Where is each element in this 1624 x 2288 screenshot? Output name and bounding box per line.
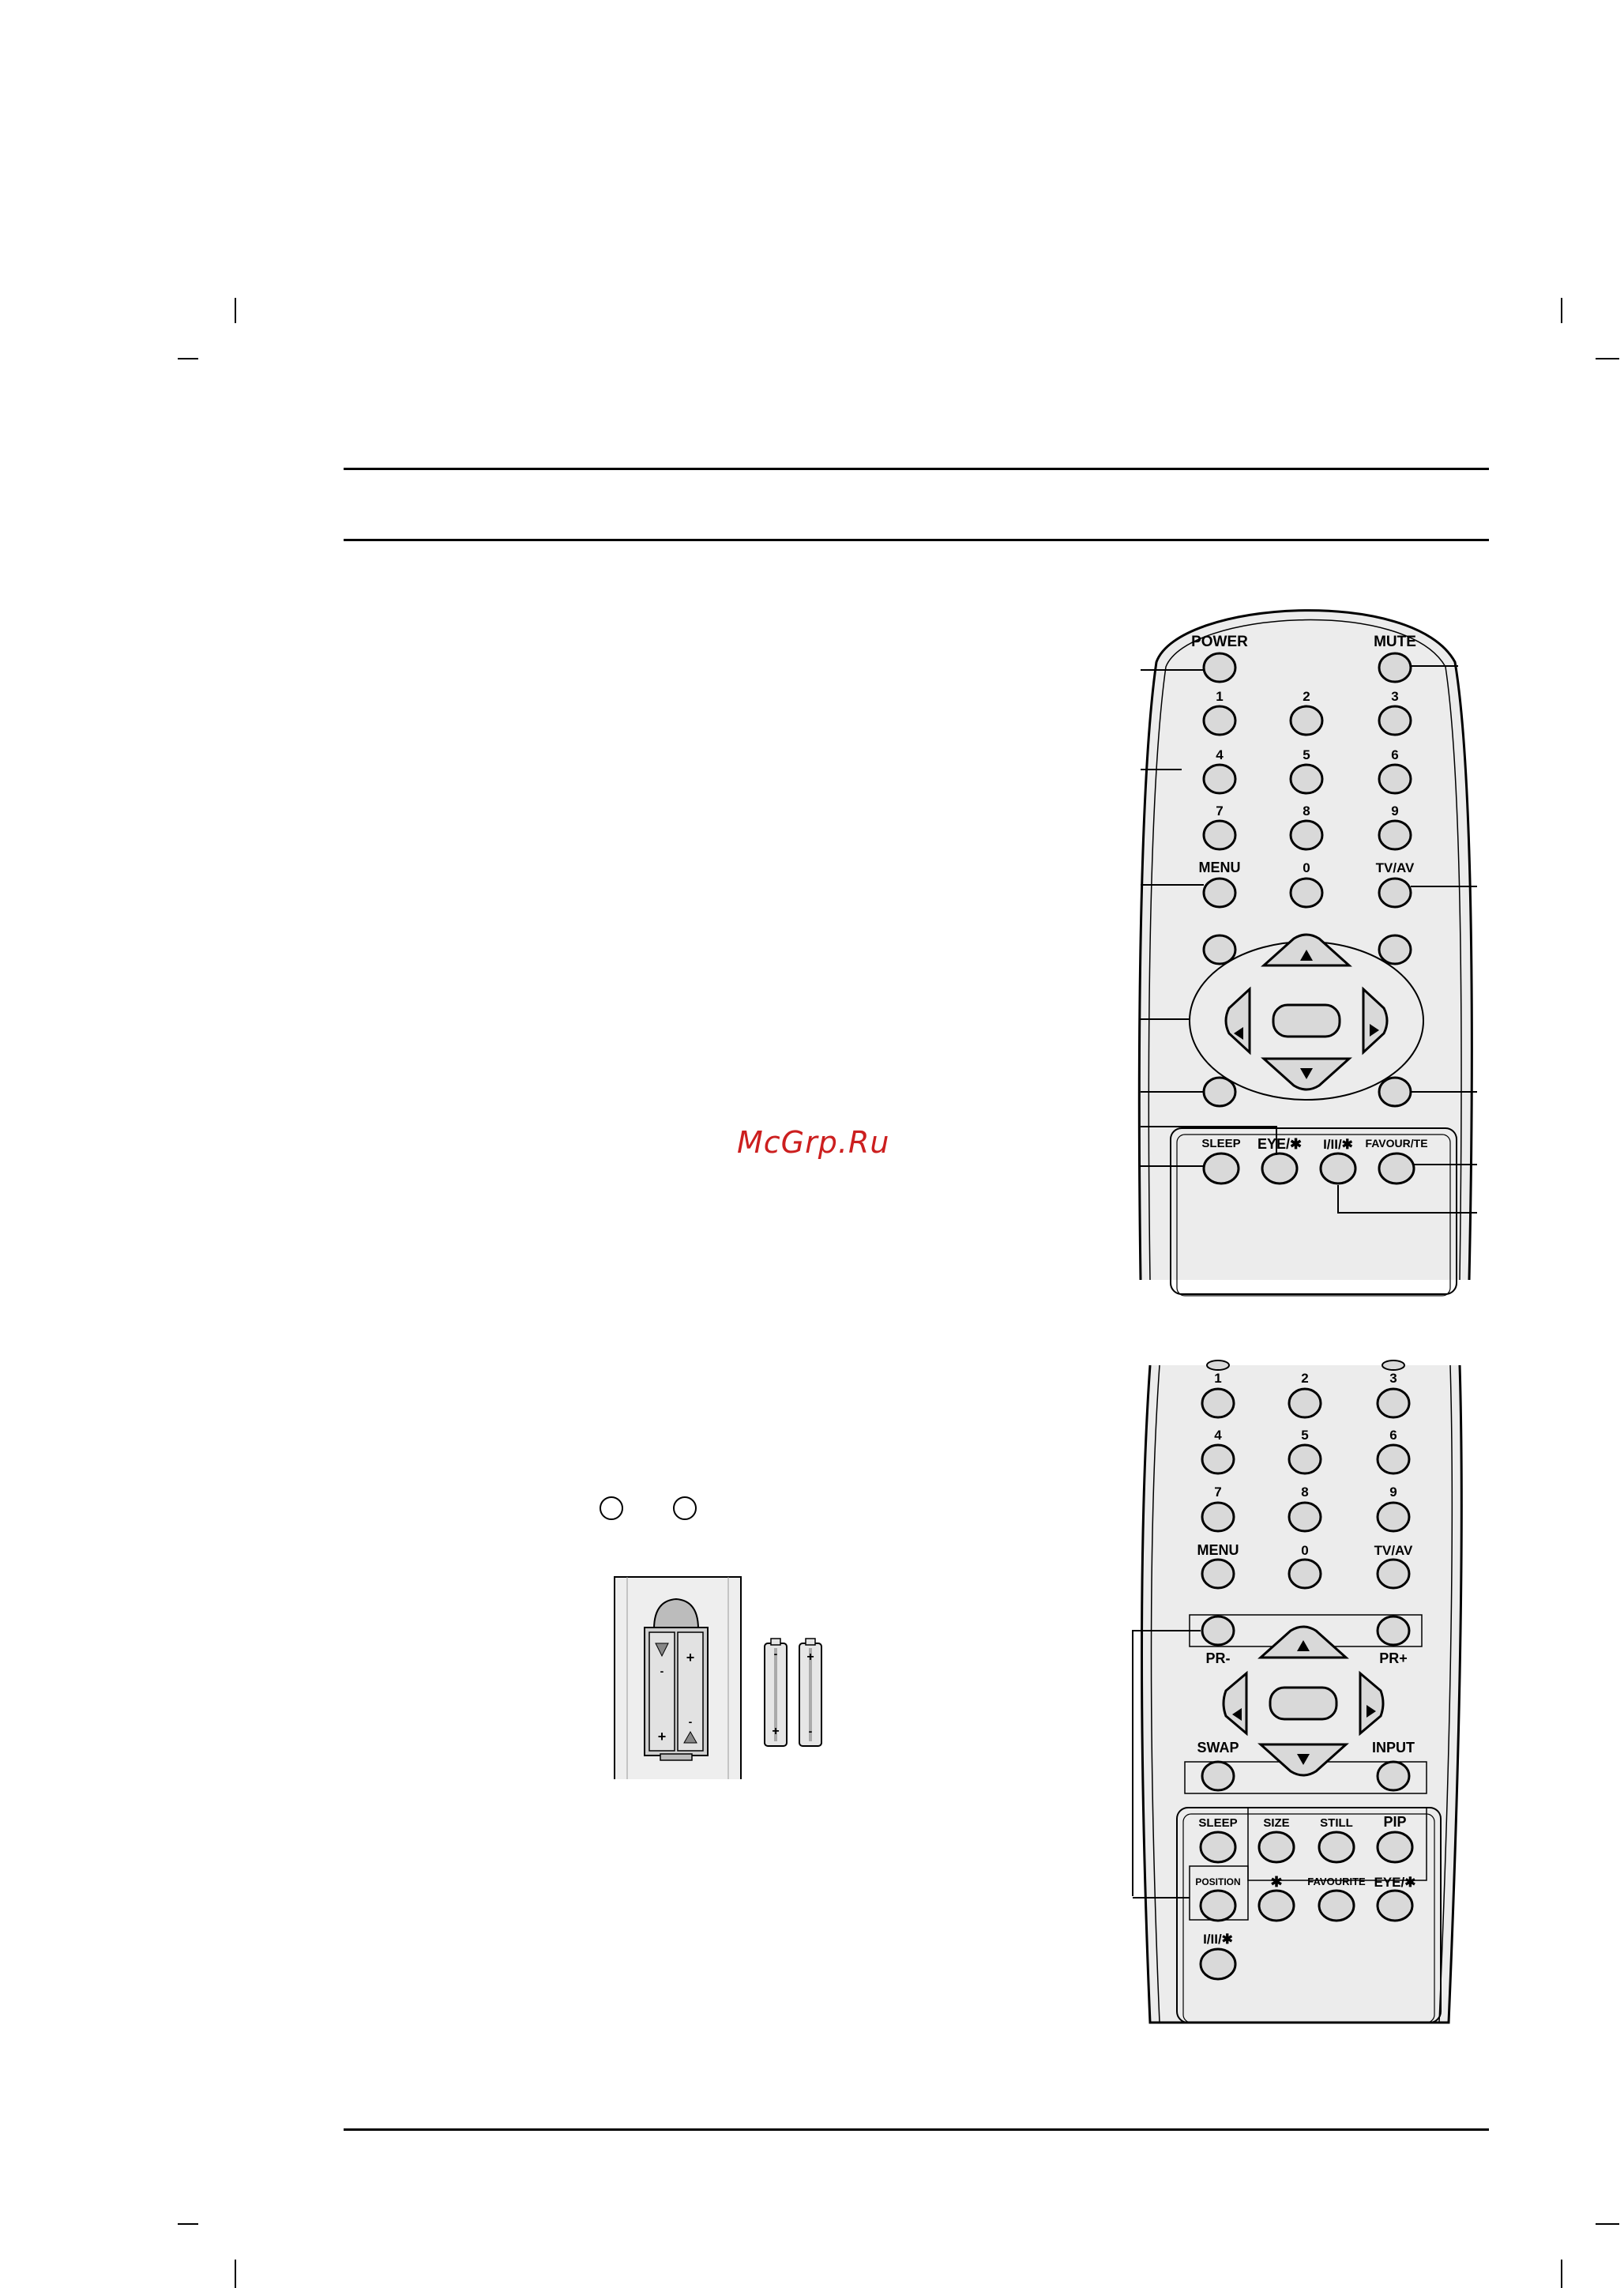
position-button[interactable]: [1201, 1891, 1235, 1921]
pr-plus-button[interactable]: [1379, 935, 1411, 964]
zero-label: 0: [1301, 1543, 1309, 1558]
i-ii-button[interactable]: [1321, 1153, 1355, 1184]
zero-label: 0: [1303, 860, 1310, 875]
digit-7-button[interactable]: [1204, 821, 1235, 849]
swap-label: SWAP: [1197, 1740, 1239, 1756]
digit-2-label: 2: [1301, 1371, 1309, 1386]
pr-minus-label: PR-: [1205, 1650, 1231, 1666]
sleep-button[interactable]: [1204, 1153, 1239, 1184]
digit-6-label: 6: [1389, 1428, 1397, 1443]
tv-av-label: TV/AV: [1374, 1543, 1413, 1558]
digit-1-button[interactable]: [1204, 706, 1235, 735]
header-rule-top: [344, 468, 1489, 470]
digit-4-button[interactable]: [1204, 765, 1235, 793]
zero-button[interactable]: [1289, 1560, 1321, 1588]
eye-button[interactable]: [1378, 1891, 1412, 1921]
digit-4-label: 4: [1216, 747, 1224, 762]
pr-minus-button[interactable]: [1202, 1616, 1234, 1645]
crop-mark: [235, 298, 236, 323]
crop-mark: [1596, 2223, 1619, 2225]
digit-3-button[interactable]: [1378, 1389, 1409, 1417]
crop-mark: [1561, 2260, 1562, 2288]
digit-8-button[interactable]: [1291, 821, 1322, 849]
digit-8-label: 8: [1303, 803, 1310, 818]
ok-button[interactable]: [1270, 1688, 1336, 1719]
digit-6-label: 6: [1391, 747, 1399, 762]
digit-3-button[interactable]: [1379, 706, 1411, 735]
remote-top: [1130, 585, 1493, 1280]
digit-2-button[interactable]: [1289, 1389, 1321, 1417]
tv-av-label: TV/AV: [1375, 860, 1415, 875]
sleep-label: SLEEP: [1201, 1137, 1241, 1150]
digit-8-label: 8: [1301, 1485, 1309, 1500]
menu-button[interactable]: [1202, 1560, 1234, 1588]
crop-mark: [178, 2223, 198, 2225]
favourite-button[interactable]: [1379, 1153, 1414, 1184]
power-button[interactable]: [1204, 653, 1235, 682]
crop-mark: [1561, 298, 1562, 323]
battery-1-plus: +: [772, 1725, 780, 1738]
eye-label: EYE/✱: [1374, 1875, 1416, 1890]
digit-3-label: 3: [1391, 689, 1399, 704]
favourite-button[interactable]: [1319, 1891, 1354, 1921]
eye-label: EYE/✱: [1257, 1136, 1303, 1152]
crop-mark: [235, 2260, 236, 2288]
battery-2-plus: +: [806, 1650, 814, 1664]
slot-1-minus: -: [660, 1665, 664, 1677]
battery-1-minus: -: [773, 1647, 778, 1660]
digit-5-label: 5: [1301, 1428, 1309, 1443]
i-ii-button[interactable]: [1201, 1949, 1235, 1979]
digit-9-label: 9: [1391, 803, 1399, 818]
pr-plus-button[interactable]: [1378, 1616, 1409, 1645]
digit-7-label: 7: [1216, 803, 1224, 818]
pr-minus-button[interactable]: [1204, 935, 1235, 964]
tv-av-button[interactable]: [1378, 1560, 1409, 1588]
digit-9-button[interactable]: [1379, 821, 1411, 849]
digit-9-label: 9: [1389, 1485, 1397, 1500]
input-label: INPUT: [1372, 1740, 1415, 1756]
zero-button[interactable]: [1291, 879, 1322, 907]
watermark: McGrp.Ru: [737, 1125, 890, 1160]
crop-mark: [178, 358, 198, 359]
header-rule-bottom: [344, 539, 1489, 541]
battery-2-minus: -: [808, 1725, 813, 1737]
slot-1-plus: +: [657, 1729, 667, 1744]
digit-1-label: 1: [1214, 1371, 1222, 1386]
callout-circle: [673, 1496, 697, 1520]
mute-label: MUTE: [1374, 634, 1416, 650]
slot-2-minus: -: [688, 1715, 693, 1728]
digit-2-button[interactable]: [1291, 706, 1322, 735]
i-ii-label: I/II/✱: [1203, 1932, 1233, 1947]
i-ii-label: I/II/✱: [1323, 1137, 1353, 1152]
position-label: POSITION: [1195, 1876, 1241, 1887]
input-button[interactable]: [1378, 1762, 1409, 1790]
still-button[interactable]: [1319, 1832, 1354, 1862]
digit-6-button[interactable]: [1379, 765, 1411, 793]
swap-button[interactable]: [1204, 1078, 1235, 1106]
pr-plus-label: PR+: [1379, 1650, 1408, 1666]
digit-1-button[interactable]: [1202, 1389, 1234, 1417]
ok-button[interactable]: [1273, 1005, 1340, 1037]
digit-2-label: 2: [1303, 689, 1310, 704]
slot-2-plus: +: [686, 1650, 695, 1665]
menu-button[interactable]: [1204, 879, 1235, 907]
digit-1-label: 1: [1216, 689, 1224, 704]
favourite-label: FAVOURITE: [1307, 1876, 1366, 1887]
favourite-label: FAVOUR/TE: [1365, 1137, 1428, 1150]
menu-label: MENU: [1198, 860, 1241, 875]
pip-button[interactable]: [1378, 1832, 1412, 1862]
digit-8-button[interactable]: [1289, 1503, 1321, 1531]
digit-6-button[interactable]: [1378, 1445, 1409, 1473]
size-button[interactable]: [1259, 1832, 1294, 1862]
digit-4-label: 4: [1214, 1428, 1222, 1443]
star-button[interactable]: [1259, 1891, 1294, 1921]
star-label: ✱: [1270, 1874, 1283, 1890]
sleep-button[interactable]: [1201, 1832, 1235, 1862]
still-label: STILL: [1320, 1816, 1353, 1830]
eye-button[interactable]: [1262, 1153, 1297, 1184]
digit-5-label: 5: [1303, 747, 1310, 762]
remote-bottom: [1130, 1365, 1493, 2023]
digit-7-button[interactable]: [1202, 1503, 1234, 1531]
tv-av-button[interactable]: [1379, 879, 1411, 907]
footer-rule: [344, 2128, 1489, 2131]
digit-7-label: 7: [1214, 1485, 1222, 1500]
callout-circle: [600, 1496, 623, 1520]
digit-5-button[interactable]: [1289, 1445, 1321, 1473]
digit-4-button[interactable]: [1202, 1445, 1234, 1473]
digit-9-button[interactable]: [1378, 1503, 1409, 1531]
menu-label: MENU: [1197, 1542, 1239, 1558]
input-button[interactable]: [1379, 1078, 1411, 1106]
size-label: SIZE: [1263, 1816, 1290, 1830]
sleep-label: SLEEP: [1198, 1816, 1238, 1830]
power-label: POWER: [1191, 634, 1248, 650]
digit-5-button[interactable]: [1291, 765, 1322, 793]
crop-mark: [1596, 358, 1619, 359]
mute-button[interactable]: [1379, 653, 1411, 682]
pip-label: PIP: [1383, 1814, 1407, 1830]
battery-illustration: [613, 1577, 834, 1779]
swap-button[interactable]: [1202, 1762, 1234, 1790]
digit-3-label: 3: [1389, 1371, 1397, 1386]
